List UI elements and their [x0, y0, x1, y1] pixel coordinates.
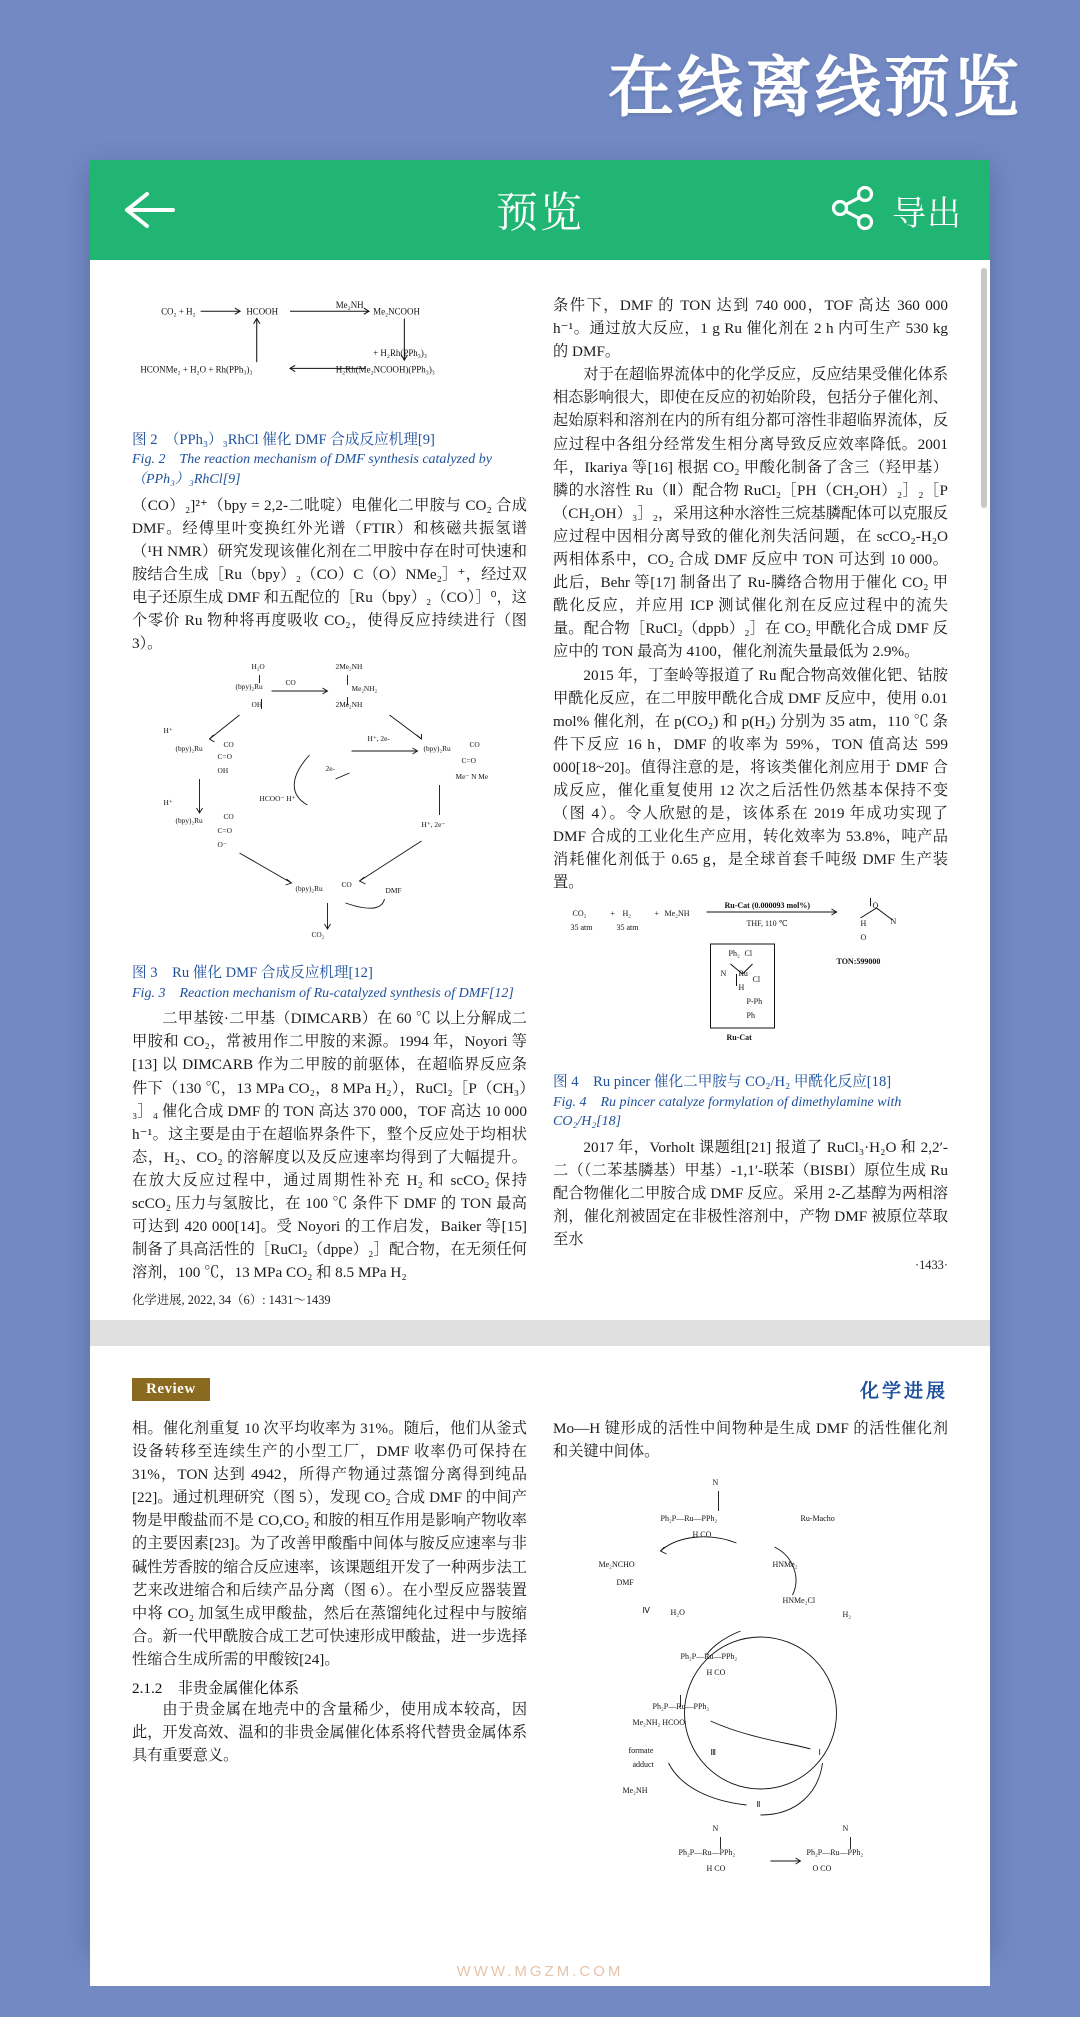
- svg-text:DMF: DMF: [385, 886, 402, 896]
- page2-header: [132, 1376, 948, 1403]
- svg-text:Me₂NH: Me₂NH: [335, 300, 364, 311]
- page1-left-para-1: （CO）₂]²⁺（bpy = 2,2-二吡啶）电催化二甲胺与 CO₂ 合成 DMF。经傅里叶变换红外光谱（FTIR）和核磁共振氢谱（¹H NMR）研究发现该催化剂在二甲胺中存在时可快速和胺结合生成［Ru（bpy）₂（CO）C（O）NMe₂］⁺，经过双电子还原生成 DMF 和五配位的［Ru（bpy）₂（CO）］⁰，这个零价 Ru 物种将再度吸收 CO₂，使得反应持续进行（图 3）。: [132, 496, 527, 653]
- svg-text:THF, 110 ℃: THF, 110 ℃: [746, 919, 788, 929]
- svg-text:N: N: [712, 1824, 719, 1834]
- figure-3-scheme: [132, 655, 527, 955]
- svg-text:O: O: [872, 901, 879, 911]
- page1-right-para-1: 条件下，DMF 的 TON 达到 740 000，TOF 高达 360 000 h⁻¹。通过放大反应，1 g Ru 催化剂在 2 h 内可生产 530 kg 的 DMF。: [553, 297, 948, 361]
- page2-left-column: [132, 1417, 527, 2017]
- page-title: 预览: [495, 189, 584, 236]
- svg-text:CO: CO: [223, 740, 234, 750]
- svg-text:Ph: Ph: [746, 1011, 755, 1021]
- svg-text:Cl: Cl: [752, 975, 761, 985]
- svg-text:H⁺: H⁺: [163, 726, 173, 736]
- svg-text:N: N: [842, 1824, 849, 1834]
- svg-text:(bpy)₂Ru: (bpy)₂Ru: [175, 816, 203, 826]
- page1-right-para-2: 对于在超临界流体中的化学反应，反应结果受催化体系相态影响很大，即使在反应的初始阶段，包括分子催化剂、起始原料和溶剂在内的所有组分都可溶性非超临界流体，反应过程中各组分经常发生相分离导致反应效率降低。2001 年，Ikariya 等[16] 根据 CO₂ 甲酸化制备了含三（羟甲基）膦的水溶性 Ru（Ⅱ）配合物 RuCl₂［PH（CH₂OH）₂］₂［P（CH₂OH）₃］₂，采用这种水溶性三烷基膦配体可以克服反应过程中因相分离导致的催化剂失活问题，在 scCO₂-H₂O 两相体系中，CO₂ 合成 DMF 反应中 TON 可达到 10 000。此后，Behr 等[17] 制备出了 Ru-膦络合物用于催化 CO₂ 甲酰化反应，并应用 ICP 测试催化剂在反应过程中的流失量。配合物［RuCl₂（dppb）₂］在 CO₂ 甲酰化合成 DMF 反应中的 TON 最高为 4100，催化剂流失量最低为 2.9%。: [553, 366, 948, 661]
- figure-5-scheme: [553, 1463, 948, 1883]
- figure-4-caption-en: Fig. 4 Ru pincer catalyze formylation of dimethylamine with CO₂/H₂[18]: [553, 1094, 902, 1130]
- svg-text:H⁺: H⁺: [163, 798, 173, 808]
- page1-left-column: [132, 294, 527, 1308]
- figure-3-caption-en: Fig. 3 Reaction mechanism of Ru-catalyzed synthesis of DMF[12]: [132, 985, 514, 1001]
- document-page: [90, 1346, 990, 1986]
- svg-text:HCOOH: HCOOH: [246, 306, 279, 317]
- review-badge: Review: [132, 1378, 210, 1401]
- back-button[interactable]: [118, 178, 182, 242]
- export-button[interactable]: 导出: [892, 194, 962, 233]
- svg-text:H⁺, 2e-: H⁺, 2e-: [367, 734, 390, 744]
- app-bar-actions: [828, 183, 962, 238]
- svg-text:Me₂NH: Me₂NH: [664, 909, 690, 919]
- svg-text:HCOO⁻ H⁺: HCOO⁻ H⁺: [259, 794, 296, 804]
- svg-text:HNMe₂Cl: HNMe₂Cl: [782, 1596, 816, 1606]
- svg-text:O: O: [860, 933, 867, 943]
- svg-text:CO₂: CO₂: [311, 930, 325, 940]
- svg-text:Ⅲ: Ⅲ: [710, 1748, 717, 1758]
- page1-right-column: [553, 294, 948, 1302]
- svg-text:Me₂NCOOH: Me₂NCOOH: [373, 306, 420, 317]
- svg-text:Cl: Cl: [744, 949, 753, 959]
- svg-text:2Me₂NH: 2Me₂NH: [335, 662, 363, 672]
- svg-text:H CO: H CO: [706, 1668, 726, 1678]
- svg-text:(bpy)₂Ru: (bpy)₂Ru: [295, 884, 323, 894]
- svg-text:Ⅳ: Ⅳ: [642, 1606, 650, 1616]
- svg-text:Me₂NCHO: Me₂NCHO: [598, 1560, 635, 1570]
- svg-text:(bpy)₂Ru: (bpy)₂Ru: [235, 682, 263, 692]
- svg-text:HCONMe₂ + H₂O + Rh(PPh₃)₃: HCONMe₂ + H₂O + Rh(PPh₃)₃: [140, 364, 253, 375]
- page1-left-para-2: 二甲基铵·二甲基（DIMCARB）在 60 ℃ 以上分解成二甲胺和 CO₂，常被用作二甲胺的来源。1994 年，Noyori 等[13] 以 DIMCARB 作为二甲胺的前驱体，在超临界反应条件下（130 ℃，13 MPa CO₂，8 MPa H₂），RuCl₂［P（CH₃）₃］₄ 催化合成 DMF 的 TON 高达 370 000，TOF 高达 10 000 h⁻¹。这主要是由于在超临界条件下，整个反应处于均相状态，H₂、CO₂ 的溶解度以及反应速率均得到了大幅提升。在放大反应过程中，通过周期性补充 H₂ 和 scCO₂ 保持 scCO₂ 压力与氢胺比，在 100 ℃ 条件下 DMF 的 TON 最高可达到 420 000[14]。受 Noyori 的工作启发，Baiker 等[15] 制备了具高活性的［RuCl₂（dppe）₂］配合物，在无须任何溶剂，100 ℃，13 MPa CO₂ 和 8.5 MPa H₂: [132, 1010, 527, 1282]
- svg-text:O⁻: O⁻: [217, 840, 227, 850]
- svg-text:H₂O: H₂O: [670, 1608, 685, 1618]
- svg-text:C=O: C=O: [461, 756, 476, 766]
- svg-text:2e-: 2e-: [325, 764, 335, 774]
- svg-text:formate: formate: [628, 1746, 654, 1756]
- document-viewer[interactable]: [90, 260, 990, 1980]
- svg-text:H⁺, 2e⁻: H⁺, 2e⁻: [421, 820, 446, 830]
- arrow-left-icon: [123, 188, 177, 232]
- svg-text:TON:599000: TON:599000: [836, 957, 881, 967]
- document-page: [90, 260, 990, 1320]
- svg-text:+: +: [654, 909, 660, 919]
- svg-text:C=O: C=O: [217, 752, 232, 762]
- svg-text:Me₂NH: Me₂NH: [622, 1786, 648, 1796]
- figure-4-caption-cn: 图 4 Ru pincer 催化二甲胺与 CO₂/H₂ 甲酰化反应[18]: [553, 1074, 892, 1091]
- svg-text:N: N: [712, 1478, 719, 1488]
- svg-text:CO: CO: [341, 880, 352, 890]
- svg-text:H CO: H CO: [706, 1864, 726, 1874]
- viewer-scrollbar[interactable]: [981, 268, 987, 508]
- svg-text:CO: CO: [223, 812, 234, 822]
- svg-text:Ph₂P—Ru—PPh₂: Ph₂P—Ru—PPh₂: [680, 1652, 738, 1662]
- svg-text:Ph₂: Ph₂: [728, 949, 740, 959]
- svg-text:Ru-Cat: Ru-Cat: [726, 1033, 752, 1043]
- svg-text:CO₂: CO₂: [572, 909, 587, 919]
- svg-text:(bpy)₂Ru: (bpy)₂Ru: [175, 744, 203, 754]
- figure-2-scheme: [132, 294, 527, 422]
- page-separator: [90, 1320, 990, 1346]
- svg-text:P-Ph: P-Ph: [746, 997, 763, 1007]
- svg-text:H₂Rh(Me₂NCOOH)(PPh₃)₃: H₂Rh(Me₂NCOOH)(PPh₃)₃: [335, 364, 435, 375]
- svg-text:Me₂NH₂ HCOO: Me₂NH₂ HCOO: [632, 1718, 685, 1728]
- svg-text:C=O: C=O: [217, 826, 232, 836]
- page2-left-para-2: 由于贵金属在地壳中的含量稀少，使用成本较高，因此，开发高效、温和的非贵金属催化体系将代替贵金属体系具有重要意义。: [132, 1701, 527, 1765]
- svg-text:Ⅰ: Ⅰ: [818, 1748, 821, 1758]
- figure-4-scheme: [553, 894, 948, 1064]
- svg-text:O CO: O CO: [812, 1864, 832, 1874]
- svg-text:CO₂ + H₂: CO₂ + H₂: [161, 306, 196, 317]
- svg-text:(bpy)₂Ru: (bpy)₂Ru: [423, 744, 451, 754]
- svg-text:2Me₂NH: 2Me₂NH: [335, 700, 363, 710]
- svg-text:HNMe₂: HNMe₂: [772, 1560, 798, 1570]
- page2-right-para-1: Mo—H 键形成的活性中间物种是生成 DMF 的活性催化剂和关键中间体。: [553, 1420, 948, 1461]
- app-window: [90, 160, 990, 1980]
- svg-text:H: H: [860, 919, 867, 929]
- svg-text:adduct: adduct: [632, 1760, 654, 1770]
- svg-text:Ru-Cat (0.000093 mol%): Ru-Cat (0.000093 mol%): [724, 901, 811, 911]
- share-icon[interactable]: [828, 183, 878, 238]
- svg-text:Ru-Macho: Ru-Macho: [800, 1514, 835, 1524]
- svg-text:+: +: [610, 909, 616, 919]
- svg-text:Ph₂P—Ru—PPh₂: Ph₂P—Ru—PPh₂: [660, 1514, 718, 1524]
- page1-right-para-3: 2015 年，丁奎岭等报道了 Ru 配合物高效催化钯、钴胺甲酰化反应，在二甲胺甲酰化合成 DMF 反应中，使用 0.01 mol% 催化剂，在 p(CO₂) 和 p(H₂) 分别为 35 atm，110 ℃ 条件下反应 16 h，DMF 的收率为 59%，TON 值高达 599 000[18~20]。值得注意的是，将该类催化剂应用于 DMF 合成反应，催化重复使用 12 次之后活性仍然基本保持不变（图 4）。令人欣慰的是，该体系在 2019 年成功实现了 DMF 合成的工业化生产应用，转化效率为 53.8%，吨产品消耗催化剂低于 0.65 g，是全球首套千吨级 DMF 生产装置。: [553, 666, 948, 892]
- svg-text:35 atm: 35 atm: [616, 923, 639, 933]
- svg-text:Ph₂P—Ru—PPh₂: Ph₂P—Ru—PPh₂: [678, 1848, 736, 1858]
- svg-text:CO: CO: [469, 740, 480, 750]
- svg-text:N: N: [890, 917, 897, 927]
- svg-text:35 atm: 35 atm: [570, 923, 593, 933]
- svg-text:OH: OH: [251, 700, 263, 710]
- svg-text:H₂O: H₂O: [251, 662, 265, 672]
- svg-text:+ H₂Rh(PPh₃)₃: + H₂Rh(PPh₃)₃: [373, 347, 427, 358]
- figure-2-caption-en: Fig. 2 The reaction mechanism of DMF synthesis catalyzed by（PPh₃）₃RhCl[9]: [132, 452, 492, 488]
- page2-section-heading: 2.1.2 非贵金属催化体系: [132, 1680, 300, 1698]
- figure-2-caption-cn: 图 2 （PPh₃）₃RhCl 催化 DMF 合成反应机理[9]: [132, 432, 435, 448]
- svg-text:N: N: [720, 969, 727, 979]
- svg-text:OH: OH: [217, 766, 229, 776]
- svg-text:H₂: H₂: [622, 909, 632, 919]
- page1-right-para-4: 2017 年，Vorholt 课题组[21] 报道了 RuCl₃·H₂O 和 2,2′-二（（二苯基膦基）甲基）-1,1′-联苯（BISBI）原位生成 Ru 配合物催化二甲胺合成 DMF 反应。采用 2-乙基醇为两相溶剂，催化剂被固定在非极性溶剂中，产物 DMF 被原位萃取至水: [553, 1139, 948, 1249]
- svg-text:Ph₂P—Ru—PPh₂: Ph₂P—Ru—PPh₂: [652, 1702, 710, 1712]
- app-bar: [90, 160, 990, 260]
- page-number: ·1433·: [914, 1257, 948, 1272]
- svg-text:Ru: Ru: [738, 969, 748, 979]
- svg-text:CO: CO: [285, 678, 296, 688]
- svg-text:H CO: H CO: [692, 1530, 712, 1540]
- svg-text:H₂: H₂: [842, 1610, 852, 1620]
- page2-right-column: [553, 1417, 948, 2017]
- svg-text:Me₂NH₂: Me₂NH₂: [351, 684, 378, 694]
- journal-name: 化学进展: [859, 1381, 948, 1402]
- svg-text:H: H: [738, 983, 745, 993]
- svg-text:Me⁻ N Me: Me⁻ N Me: [455, 772, 489, 782]
- svg-text:Ph₂P—Ru—PPh₂: Ph₂P—Ru—PPh₂: [806, 1848, 864, 1858]
- page2-left-para-1: 相。催化剂重复 10 次平均收率为 31%。随后，他们从釜式设备转移至连续生产的小型工厂，DMF 收率仍可保持在 31%，TON 达到 4942，所得产物通过蒸馏分离得到纯品[22]。通过机理研究（图 5），发现 CO₂ 合成 DMF 的中间产物是甲酸盐而不是 CO,CO₂ 和胺的相互作用是影响产物收率的主要因素[23]。为了改善甲酸酯中间体与胺反应速率与非碱性芳香胺的缩合反应速率，该课题组开发了一种两步法工艺来改进缩合和后续产品分离（图 6）。在小型反应器装置中将 CO₂ 加氢生成甲酸盐，然后在蒸馏纯化过程中与胺缩合。新一代甲酰胺合成工艺可快速形成甲酸盐，进一步选择性缩合生成所需的甲酸铵[24]。: [132, 1420, 527, 1668]
- page1-footer: 化学进展, 2022, 34（6）: 1431～1439: [132, 1293, 331, 1308]
- svg-text:Ⅱ: Ⅱ: [756, 1800, 761, 1810]
- watermark: WWW.MGZM.COM: [456, 1963, 624, 1980]
- promo-headline: 在线离线预览: [608, 50, 1022, 124]
- svg-text:DMF: DMF: [616, 1578, 634, 1588]
- figure-3-caption-cn: 图 3 Ru 催化 DMF 合成反应机理[12]: [132, 965, 373, 982]
